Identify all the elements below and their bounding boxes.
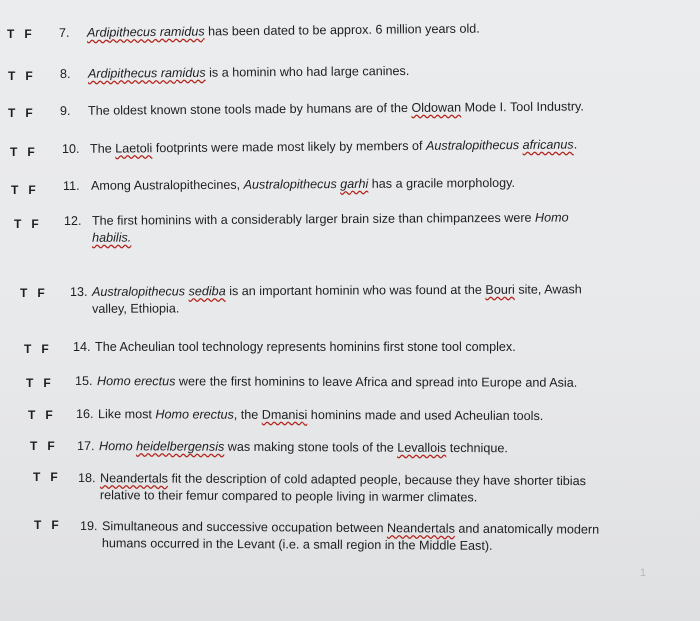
false-option[interactable]: F: [45, 408, 53, 422]
text-segment: footprints were made most likely by members of: [152, 138, 427, 156]
true-option[interactable]: T: [33, 470, 41, 484]
question-text: [99, 439, 508, 455]
question-text: [97, 374, 577, 390]
text-segment: The oldest known stone tools made by humans are of the: [87, 100, 412, 118]
text-segment: hominins made and used Acheulian tools.: [307, 408, 544, 424]
question-number: 14.: [73, 340, 91, 354]
term: Homo erectus: [96, 374, 176, 389]
question-number: 17.: [76, 439, 95, 454]
true-false-options[interactable]: [8, 106, 33, 120]
text-segment: The Acheulian tool technology represents hominins first stone tool complex.: [95, 340, 516, 354]
question-number: 9.: [59, 103, 71, 118]
term: Neandertals: [386, 521, 455, 536]
true-option[interactable]: T: [8, 106, 16, 120]
question-continuation: habilis.: [92, 230, 132, 245]
true-option[interactable]: T: [11, 183, 19, 197]
term: Australopithecus: [91, 284, 186, 299]
term: Australopithecus: [425, 138, 520, 153]
term: garhi: [340, 176, 369, 192]
question-11: [63, 175, 515, 195]
true-option[interactable]: T: [26, 376, 34, 390]
true-false-options[interactable]: [7, 27, 32, 41]
text-segment: Among Australopithecines,: [90, 177, 244, 193]
false-option[interactable]: F: [25, 106, 33, 120]
false-option[interactable]: F: [51, 518, 59, 532]
false-option[interactable]: F: [31, 217, 39, 231]
term: Homo: [534, 210, 569, 225]
question-9: [60, 98, 584, 120]
true-false-options[interactable]: [10, 145, 35, 159]
true-option[interactable]: T: [10, 145, 18, 159]
question-continuation: valley, Ethiopia.: [92, 301, 180, 316]
true-option[interactable]: T: [20, 286, 28, 300]
question-text: [90, 138, 577, 156]
true-false-options[interactable]: [14, 217, 39, 231]
text-segment: The first hominins with a considerably larger brain size than chimpanzees were: [91, 210, 536, 228]
true-false-options[interactable]: [8, 69, 33, 83]
true-option[interactable]: T: [28, 408, 36, 422]
question-number: 10.: [61, 141, 80, 156]
true-option[interactable]: T: [7, 27, 15, 41]
term: Bouri: [485, 282, 515, 297]
term: Dmanisi: [261, 407, 308, 423]
term: Ardipithecus ramidus: [86, 24, 205, 40]
true-false-options[interactable]: [33, 470, 58, 484]
term: Oldowan: [411, 100, 462, 115]
true-false-options[interactable]: [28, 408, 53, 422]
question-10: [62, 137, 577, 158]
term: africanus: [522, 137, 574, 152]
question-text: [98, 407, 543, 423]
false-option[interactable]: F: [28, 183, 36, 197]
true-false-options[interactable]: [26, 376, 51, 390]
term: heidelbergensis: [136, 439, 225, 454]
question-number: 13.: [69, 284, 88, 300]
term: Ardipithecus ramidus: [87, 65, 206, 81]
question-text: [88, 64, 409, 81]
question-14: [73, 339, 516, 356]
question-number: 12.: [63, 213, 82, 229]
question-17: [77, 438, 508, 457]
text-segment: has a gracile morphology.: [368, 175, 516, 191]
question-number: 16.: [75, 407, 94, 422]
question-number: 18.: [78, 471, 96, 486]
term: sediba: [188, 284, 226, 299]
question-15: [75, 373, 577, 392]
text-segment: is a hominin who had large canines.: [205, 63, 410, 80]
term: Australopithecus: [243, 177, 337, 192]
question-number: 19.: [80, 519, 98, 534]
term: Levallois: [397, 440, 447, 455]
text-segment: technique.: [446, 440, 508, 456]
question-number: 7.: [58, 25, 70, 40]
true-option[interactable]: T: [34, 518, 42, 532]
text-segment: , the: [233, 407, 262, 422]
false-option[interactable]: F: [50, 470, 58, 484]
text-segment: and anatomically modern: [454, 521, 600, 537]
question-text: [102, 519, 599, 536]
true-option[interactable]: T: [8, 69, 16, 83]
question-13: [70, 281, 582, 318]
question-7: [59, 21, 480, 42]
term: Laetoli: [115, 141, 153, 156]
true-option[interactable]: T: [30, 439, 38, 453]
true-option[interactable]: T: [14, 217, 22, 231]
text-segment: Mode I. Tool Industry.: [461, 99, 584, 115]
false-option[interactable]: F: [27, 145, 35, 159]
true-false-options[interactable]: [20, 286, 45, 300]
question-19: [80, 518, 599, 556]
false-option[interactable]: F: [41, 342, 49, 356]
text-segment: .: [573, 137, 578, 152]
false-option[interactable]: F: [43, 376, 51, 390]
question-text: [95, 340, 516, 354]
question-text: [87, 22, 480, 40]
question-continuation: relative to their femur compared to people living in warmer climates.: [99, 488, 478, 505]
question-12: [64, 209, 569, 247]
page-number: 1: [639, 567, 646, 579]
question-18: [78, 470, 586, 507]
false-option[interactable]: F: [24, 27, 32, 41]
false-option[interactable]: F: [37, 286, 45, 300]
text-segment: The: [89, 141, 116, 156]
question-text: [88, 99, 584, 117]
text-segment: Simultaneous and successive occupation between: [102, 519, 388, 536]
text-segment: site, Awash: [514, 282, 582, 297]
text-segment: is an important hominin who was found at the: [225, 282, 486, 299]
term: Homo: [98, 439, 133, 454]
question-text: [92, 282, 582, 299]
text-segment: was making stone tools of the: [224, 439, 398, 455]
text-segment: Like most: [97, 407, 156, 422]
true-false-options[interactable]: [30, 439, 55, 453]
false-option[interactable]: F: [25, 69, 33, 83]
question-number: 15.: [74, 374, 93, 389]
question-number: 11.: [62, 178, 80, 193]
true-false-options[interactable]: [24, 342, 49, 356]
true-false-options[interactable]: [34, 518, 59, 532]
text-segment: fit the description of cold adapted people, because they have shorter tibias: [167, 471, 586, 489]
text-segment: has been dated to be approx. 6 million years old.: [204, 21, 480, 39]
true-option[interactable]: T: [24, 342, 32, 356]
true-false-options[interactable]: [11, 183, 36, 197]
question-text: [92, 210, 569, 227]
question-text: [91, 176, 515, 193]
text-segment: were the first hominins to leave Africa and spread into Europe and Asia.: [175, 374, 578, 390]
question-number: 8.: [59, 66, 71, 81]
question-text: [100, 471, 586, 488]
false-option[interactable]: F: [47, 439, 55, 453]
term: Homo erectus: [155, 407, 234, 422]
question-16: [76, 406, 543, 425]
question-8: [60, 63, 409, 83]
question-continuation: humans occurred in the Levant (i.e. a small region in the Middle East).: [101, 536, 493, 553]
term: Neandertals: [100, 471, 169, 486]
